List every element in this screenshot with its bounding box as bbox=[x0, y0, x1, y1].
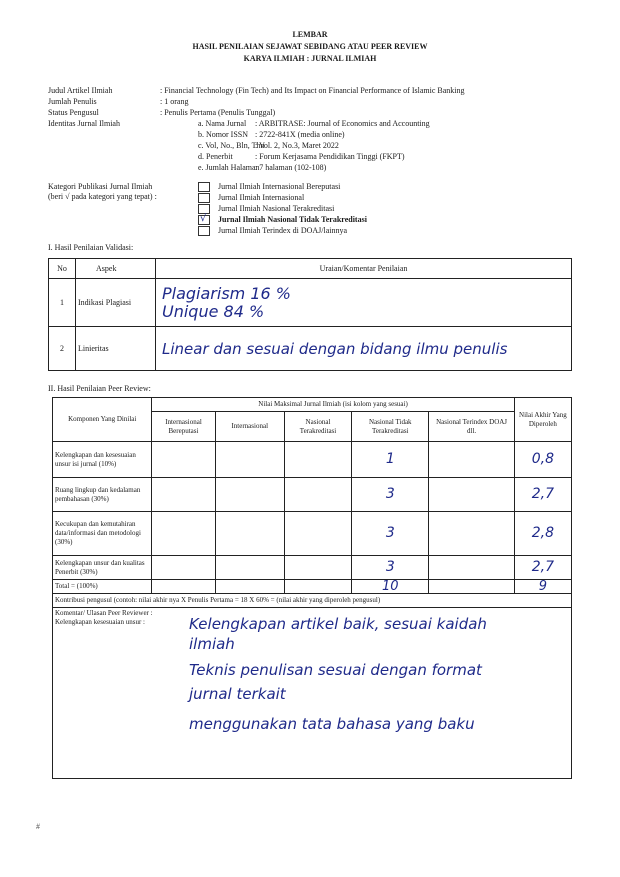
header-line-1: LEMBAR bbox=[292, 30, 328, 39]
cell-empty bbox=[429, 580, 514, 594]
judul-label: Judul Artikel Ilmiah bbox=[48, 86, 113, 95]
table-row bbox=[53, 442, 572, 478]
komentar-hand-line: menggunakan tata bahasa yang baku bbox=[189, 715, 475, 733]
identitas-label: Identitas Jurnal Ilmiah bbox=[48, 119, 120, 128]
col-aspek-header bbox=[76, 259, 156, 279]
subcol-header: Internasional bbox=[215, 412, 284, 442]
row-aspek: Indikasi Plagiasi bbox=[76, 279, 156, 327]
kategori-checkbox[interactable] bbox=[198, 193, 210, 203]
kategori-option-label: Jurnal Ilmiah Internasional bbox=[218, 193, 305, 202]
identitas-item-label: e. Jumlah Halaman bbox=[198, 163, 260, 172]
col-nilai-akhir-header: Nilai Akhir Yang Diperoleh bbox=[514, 398, 571, 442]
total-akhir-hand: 9 bbox=[514, 580, 571, 594]
cell-empty bbox=[215, 580, 284, 594]
row-komentar bbox=[156, 279, 572, 327]
komentar-hand-line: Unique 84 % bbox=[162, 301, 265, 321]
row-aspek: Linieritas bbox=[76, 327, 156, 371]
checkmark-icon: √ bbox=[200, 213, 207, 224]
cell-empty bbox=[152, 478, 215, 512]
identitas-item-label: d. Penerbit bbox=[198, 152, 233, 161]
kategori-option-label: Jurnal Ilmiah Terindex di DOAJ/lainnya bbox=[218, 226, 348, 235]
jumlah-penulis-value: : 1 orang bbox=[160, 97, 189, 106]
cell-empty bbox=[429, 442, 514, 478]
cell-empty bbox=[152, 512, 215, 556]
komentar-sublabel: Kelengkapan kesesuaian unsur : bbox=[55, 618, 145, 626]
row-nilai-hand: 3 bbox=[352, 512, 429, 556]
cell-empty bbox=[429, 556, 514, 580]
row-no: 1 bbox=[49, 279, 76, 327]
cell-empty bbox=[152, 556, 215, 580]
cell-empty bbox=[429, 512, 514, 556]
kontribusi-row: Kontribusi pengusul (contoh: nilai akhir nya X Penulis Pertama = 18 X 60% = (nilai akhir yang diperoleh pengusul) bbox=[53, 594, 572, 608]
table-row bbox=[49, 327, 572, 371]
row-akhir-hand: 2,7 bbox=[514, 556, 571, 580]
col-nilai-maks-header: Nilai Maksimal Jurnal Ilmiah (isi kolom yang sesuai) bbox=[152, 398, 514, 412]
row-nilai-hand: 1 bbox=[352, 442, 429, 478]
table-row bbox=[53, 556, 572, 580]
row-komponen: Kelengkapan unsur dan kualitas Penerbit (30%) bbox=[53, 556, 152, 580]
kategori-option-label-selected: Jurnal Ilmiah Nasional Tidak Terakreditasi bbox=[218, 215, 367, 224]
header-line-2: HASIL PENILAIAN SEJAWAT SEBIDANG ATAU PEER REVIEW bbox=[192, 42, 428, 51]
identitas-item-value: : Vol. 2, No.3, Maret 2022 bbox=[255, 141, 339, 150]
total-label: Total = (100%) bbox=[53, 580, 152, 594]
komentar-label: Komentar/ Ulasan Peer Reviewer : bbox=[55, 609, 153, 617]
cell-empty bbox=[284, 478, 351, 512]
validasi-title: I. Hasil Penilaian Validasi: bbox=[48, 243, 134, 252]
row-akhir-hand: 0,8 bbox=[514, 442, 571, 478]
cell-empty bbox=[215, 478, 284, 512]
cell-empty bbox=[429, 478, 514, 512]
identitas-item-value: : ARBITRASE: Journal of Economics and Accounting bbox=[255, 119, 430, 128]
status-pengusul-value: : Penulis Pertama (Penulis Tunggal) bbox=[160, 108, 276, 117]
subcol-header: Internasional Bereputasi bbox=[152, 412, 215, 442]
footer-mark: # bbox=[36, 822, 40, 831]
subcol-header: Nasional Terakreditasi bbox=[284, 412, 351, 442]
cell-empty bbox=[284, 556, 351, 580]
komentar-cell bbox=[53, 608, 572, 779]
judul-value: : Financial Technology (Fin Tech) and Its Impact on Financial Performance of Islamic Banking bbox=[160, 86, 465, 95]
kategori-label: Kategori Publikasi Jurnal Ilmiah bbox=[48, 182, 153, 191]
cell-empty bbox=[284, 512, 351, 556]
validasi-table bbox=[48, 258, 572, 371]
komentar-hand-line: Plagiarism 16 % bbox=[162, 283, 291, 303]
row-no: 2 bbox=[49, 327, 76, 371]
identitas-item-value: : 2722-841X (media online) bbox=[255, 130, 345, 139]
row-nilai-hand: 3 bbox=[352, 556, 429, 580]
table-row bbox=[53, 512, 572, 556]
table-row bbox=[49, 279, 572, 327]
kategori-checkbox[interactable] bbox=[198, 226, 210, 236]
cell-empty bbox=[215, 442, 284, 478]
row-nilai-hand: 3 bbox=[352, 478, 429, 512]
komentar-hand-line: Linear dan sesuai dengan bidang ilmu penulis bbox=[162, 339, 508, 358]
cell-empty bbox=[215, 556, 284, 580]
col-no-header: No bbox=[49, 259, 76, 279]
subcol-header: Nasional Terindex DOAJ dll. bbox=[429, 412, 514, 442]
cell-empty bbox=[284, 442, 351, 478]
total-nilai-hand: 10 bbox=[352, 580, 429, 594]
identitas-item-label: c. Vol, No., Bln, Thn bbox=[198, 141, 265, 150]
jumlah-penulis-label: Jumlah Penulis bbox=[48, 97, 97, 106]
kategori-option-label: Jurnal Ilmiah Nasional Terakreditasi bbox=[218, 204, 335, 213]
row-komponen: Ruang lingkup dan kedalaman pembahasan (30%) bbox=[53, 478, 152, 512]
status-pengusul-label: Status Pengusul bbox=[48, 108, 99, 117]
identitas-item-label: a. Nama Jurnal bbox=[198, 119, 247, 128]
cell-empty bbox=[215, 512, 284, 556]
peer-table bbox=[52, 397, 572, 779]
row-akhir-hand: 2,7 bbox=[514, 478, 571, 512]
kategori-option-label: Jurnal Ilmiah Internasional Bereputasi bbox=[218, 182, 341, 191]
cell-empty bbox=[152, 580, 215, 594]
row-akhir-hand: 2,8 bbox=[514, 512, 571, 556]
kategori-instruction: (beri √ pada kategori yang tepat) : bbox=[48, 192, 157, 201]
row-komponen: Kelengkapan dan kesesuaian unsur isi jurnal (10%) bbox=[53, 442, 152, 478]
identitas-item-value: : Forum Kerjasama Pendidikan Tinggi (FKPT) bbox=[255, 152, 405, 161]
peer-title: II. Hasil Penilaian Peer Review: bbox=[48, 384, 151, 393]
komentar-hand-line: Teknis penulisan sesuai dengan format bbox=[189, 661, 482, 679]
col-aspek-text: Aspek bbox=[96, 263, 117, 273]
komentar-hand-line: ilmiah bbox=[189, 635, 235, 653]
col-uraian-header: Uraian/Komentar Penilaian bbox=[156, 259, 572, 279]
row-komentar bbox=[156, 327, 572, 371]
cell-empty bbox=[152, 442, 215, 478]
header-line-3: KARYA ILMIAH : JURNAL ILMIAH bbox=[243, 54, 377, 63]
subcol-header: Nasional Tidak Terakreditasi bbox=[352, 412, 429, 442]
total-row bbox=[53, 580, 572, 594]
kategori-checkbox-checked[interactable] bbox=[198, 215, 210, 225]
table-row bbox=[53, 478, 572, 512]
komentar-hand-line: Kelengkapan artikel baik, sesuai kaidah bbox=[189, 615, 487, 633]
row-komponen: Kecukupan dan kemutahiran data/informasi dan metodologi (30%) bbox=[53, 512, 152, 556]
identitas-item-value: : 7 halaman (102-108) bbox=[255, 163, 327, 172]
col-komponen-header: Komponen Yang Dinilai bbox=[53, 398, 152, 442]
identitas-item-label: b. Nomor ISSN bbox=[198, 130, 249, 139]
kategori-checkbox[interactable] bbox=[198, 182, 210, 192]
komentar-hand-line: jurnal terkait bbox=[189, 685, 286, 703]
cell-empty bbox=[284, 580, 351, 594]
